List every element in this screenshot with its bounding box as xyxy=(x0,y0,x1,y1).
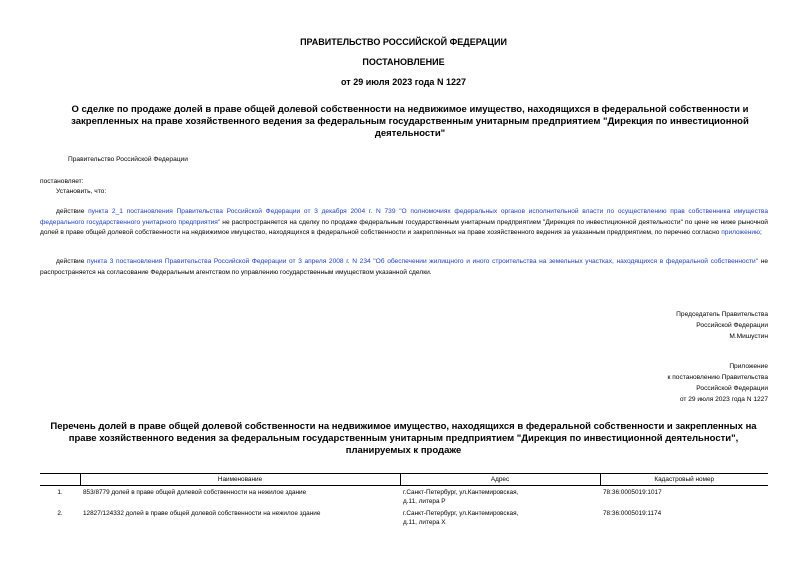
row-address: г.Санкт-Петербург, ул.Кантемировская, д.11, литера Х xyxy=(403,510,519,526)
signature-name: М.Мишустин xyxy=(729,333,768,340)
row-cadastral: 78:36:0005019:1174 xyxy=(603,510,662,517)
postanovlyaet-line: постановляет: xyxy=(40,178,84,185)
appendix-label: Приложение xyxy=(729,363,768,370)
header-cadastral: Кадастровый номер xyxy=(600,474,768,486)
signature-position: Председатель Правительства xyxy=(676,311,768,318)
appendix-header xyxy=(668,361,769,405)
link-postanovlenie-234[interactable]: пункта 3 постановления Правительства Российской Федерации от 3 апреля 2008 г. N 234 "Об обеспечении жилищного и иного строительства на земельных участках, находящихся в федеральной собственности" xyxy=(87,258,759,265)
property-table xyxy=(40,473,768,528)
link-prilozhenie[interactable]: приложению xyxy=(721,229,761,236)
row-num: 2. xyxy=(57,510,63,517)
document-date-number: от 29 июля 2023 года N 1227 xyxy=(341,77,466,87)
header-name: Наименование xyxy=(80,474,400,486)
appendix-ref-1: к постановлению Правительства xyxy=(667,374,768,381)
appendix-ref-2: Российской Федерации xyxy=(696,385,768,392)
header-num xyxy=(40,474,80,486)
document-type: ПОСТАНОВЛЕНИЕ xyxy=(362,57,445,67)
table-header-row xyxy=(40,474,768,486)
link-postanovlenie-739[interactable]: пункта 2_1 постановления Правительства Российской Федерации от 3 декабря 2004 г. N 739 "О полномочиях федеральных органов исполнительной власти по осуществлению прав собственника имущества федерального государственного унитарного предприятия" xyxy=(40,208,768,226)
paragraph-2: действие пункта 3 постановления Правительства Российской Федерации от 3 апреля 2008 г. N 234 "Об обеспечении жилищного и иного строительства на земельных участках, находящихся в федеральной собственности" не распространяется на согласование Федеральным агентством по управлению государственным имуществом указанной сделки. xyxy=(40,258,769,276)
table-row xyxy=(40,507,768,528)
signature-org: Российской Федерации xyxy=(696,322,768,329)
row-name: 12827/124332 долей в праве общей долевой собственности на нежилое здание xyxy=(83,510,321,517)
paragraph-1: действие пункта 2_1 постановления Правительства Российской Федерации от 3 декабря 2004 г. N 739 "О полномочиях федеральных органов исполнительной власти по осуществлению прав собственника имущества федерального государственного унитарного предприятия" не распространяется на сделку по продаже федеральным государственным унитарным предприятием "Дирекция по инвестиционной деятельности" по цене не ниже рыночной долей в праве общей долевой собственности на недвижимое имущество, находящихся в федеральной собственности и закрепленных на праве хозяйственного ведения за указанным предприятием, по перечню согласно приложению; xyxy=(40,208,768,236)
government-title: ПРАВИТЕЛЬСТВО РОССИЙСКОЙ ФЕДЕРАЦИИ xyxy=(300,37,507,47)
government-line: Правительство Российской Федерации xyxy=(68,156,188,163)
header-address: Адрес xyxy=(400,474,600,486)
row-num: 1. xyxy=(57,489,63,496)
table-row xyxy=(40,486,768,508)
row-address: г.Санкт-Петербург, ул.Кантемировская, д.11, литера Р xyxy=(403,489,519,505)
signature-block xyxy=(676,309,768,342)
appendix-ref-3: от 29 июля 2023 года N 1227 xyxy=(679,396,768,403)
ustanovit-line: Установить, что: xyxy=(56,188,107,195)
row-name: 853/8779 долей в праве общей долевой собственности на нежилое здание xyxy=(83,489,307,496)
document-subject: О сделке по продаже долей в праве общей долевой собственности на недвижимое имущество, находящихся в федеральной собственности и закрепленных на праве хозяйственного ведения за федеральным государственным унитарным предприятием "Дирекция по инвестиционной деятельности" xyxy=(71,104,749,139)
row-cadastral: 78:36:0005019:1017 xyxy=(603,489,662,496)
appendix-title: Перечень долей в праве общей долевой собственности на недвижимое имущество, находящихся в федеральной собственности и закрепленных на праве хозяйственного ведения за федеральным государственным унитарным предприятием "Дирекция по инвестиционной деятельности", планируемых к продаже xyxy=(50,421,757,456)
